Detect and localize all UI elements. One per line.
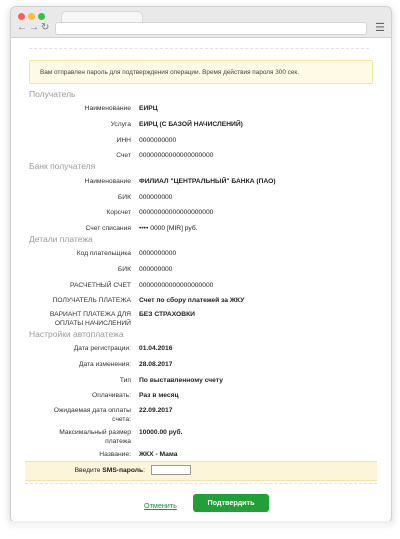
maximize-window-icon[interactable] xyxy=(38,13,45,20)
corr-label: Корсчет xyxy=(106,209,131,216)
due-date-label-2: счета: xyxy=(112,416,131,423)
autopay-name-value: ЖКХ - Мама xyxy=(139,451,178,458)
payment-recipient-label: ПОЛУЧАТЕЛЬ ПЛАТЕЖА xyxy=(52,297,131,304)
pay-frequency-value: Раз в месяц xyxy=(139,392,179,399)
window-shadow xyxy=(10,521,390,531)
pay-frequency-label: Оплачивать: xyxy=(92,392,131,399)
cancel-link[interactable]: Отменить xyxy=(144,501,177,510)
account-label: Счет xyxy=(116,152,131,159)
autopay-name-label: Название: xyxy=(99,451,131,458)
minimize-window-icon[interactable] xyxy=(28,13,35,20)
service-label: Услуга xyxy=(110,121,131,128)
payment-variant-label-2: ОПЛАТЫ НАЧИСЛЕНИЙ xyxy=(54,320,131,327)
max-payment-label-2: платежа xyxy=(105,438,131,445)
due-date-value: 22.09.2017 xyxy=(139,407,173,414)
max-payment-value: 10000.00 руб. xyxy=(139,429,183,436)
sms-password-row xyxy=(25,461,377,481)
inn-value: 0000000000 xyxy=(139,137,177,144)
forward-arrow-icon[interactable]: → xyxy=(29,22,39,33)
section-bank: Банк получателя xyxy=(29,161,96,171)
actions-divider xyxy=(25,483,377,484)
type-value: По выставленному счету xyxy=(139,377,223,384)
section-payment-details: Детали платежа xyxy=(29,234,93,244)
recipient-name-value: ЕИРЦ xyxy=(139,105,158,112)
reg-date-value: 01.04.2016 xyxy=(139,345,173,352)
recipient-name-label: Наименование xyxy=(84,105,131,112)
details-bik-label: БИК xyxy=(117,266,131,273)
page-content xyxy=(11,38,391,522)
settlement-account-label: РАСЧЕТНЫЙ СЧЕТ xyxy=(70,282,131,289)
sms-label-bold: SMS-пароль xyxy=(102,467,144,474)
debit-account-label: Счет списания xyxy=(85,225,131,232)
inn-label: ИНН xyxy=(116,137,131,144)
debit-account-value: •••• 0000 [MIR] руб. xyxy=(139,225,198,232)
bank-name-label: Наименование xyxy=(84,178,131,185)
details-bik-value: 000000000 xyxy=(139,266,173,273)
menu-icon[interactable]: ☰ xyxy=(375,22,385,34)
bank-name-value: ФИЛИАЛ "ЦЕНТРАЛЬНЫЙ" БАНКА (ПАО) xyxy=(139,178,276,185)
bank-bik-label: БИК xyxy=(117,194,131,201)
payment-variant-value: БЕЗ СТРАХОВКИ xyxy=(139,311,195,318)
address-bar[interactable] xyxy=(55,22,367,35)
section-autopay: Настройки автоплатежа xyxy=(29,329,124,339)
confirm-button[interactable]: Подтвердить xyxy=(193,494,269,512)
payer-code-label: Код плательщика xyxy=(76,250,131,257)
payment-recipient-value: Счет по сбору платежей за ЖКУ xyxy=(139,297,245,304)
sms-password-label xyxy=(75,467,145,474)
back-arrow-icon[interactable]: ← xyxy=(17,22,27,33)
top-divider xyxy=(29,48,369,49)
sms-notice: Вам отправлен пароль для подтверждения операции. Время действия пароля 300 сек. xyxy=(29,60,373,84)
browser-titlebar xyxy=(11,7,391,38)
browser-window xyxy=(10,6,392,523)
sms-label-prefix: Введите xyxy=(74,467,103,474)
bank-bik-value: 000000000 xyxy=(139,194,173,201)
type-label: Тип xyxy=(119,377,131,384)
max-payment-label-1: Максимальный размер xyxy=(59,429,131,436)
sms-password-input[interactable] xyxy=(151,465,191,475)
due-date-label-1: Ожидаемая дата оплаты xyxy=(53,407,131,414)
section-recipient: Получатель xyxy=(29,89,76,99)
payer-code-value: 0000000000 xyxy=(139,250,177,257)
close-window-icon[interactable] xyxy=(18,13,25,20)
sms-label-suffix: : xyxy=(143,467,145,474)
reload-icon[interactable]: ↻ xyxy=(41,22,50,33)
account-value: 00000000000000000000 xyxy=(139,152,214,159)
settlement-account-value: 00000000000000000000 xyxy=(139,282,214,289)
payment-variant-label-1: ВАРИАНТ ПЛАТЕЖА ДЛЯ xyxy=(49,311,131,318)
changed-date-label: Дата изменения: xyxy=(78,361,131,368)
browser-tab[interactable] xyxy=(61,11,143,22)
corr-value: 00000000000000000000 xyxy=(139,209,214,216)
service-value: ЕИРЦ (С БАЗОЙ НАЧИСЛЕНИЙ) xyxy=(139,121,243,128)
reg-date-label: Дата регистрации: xyxy=(73,345,131,352)
changed-date-value: 28.08.2017 xyxy=(139,361,173,368)
